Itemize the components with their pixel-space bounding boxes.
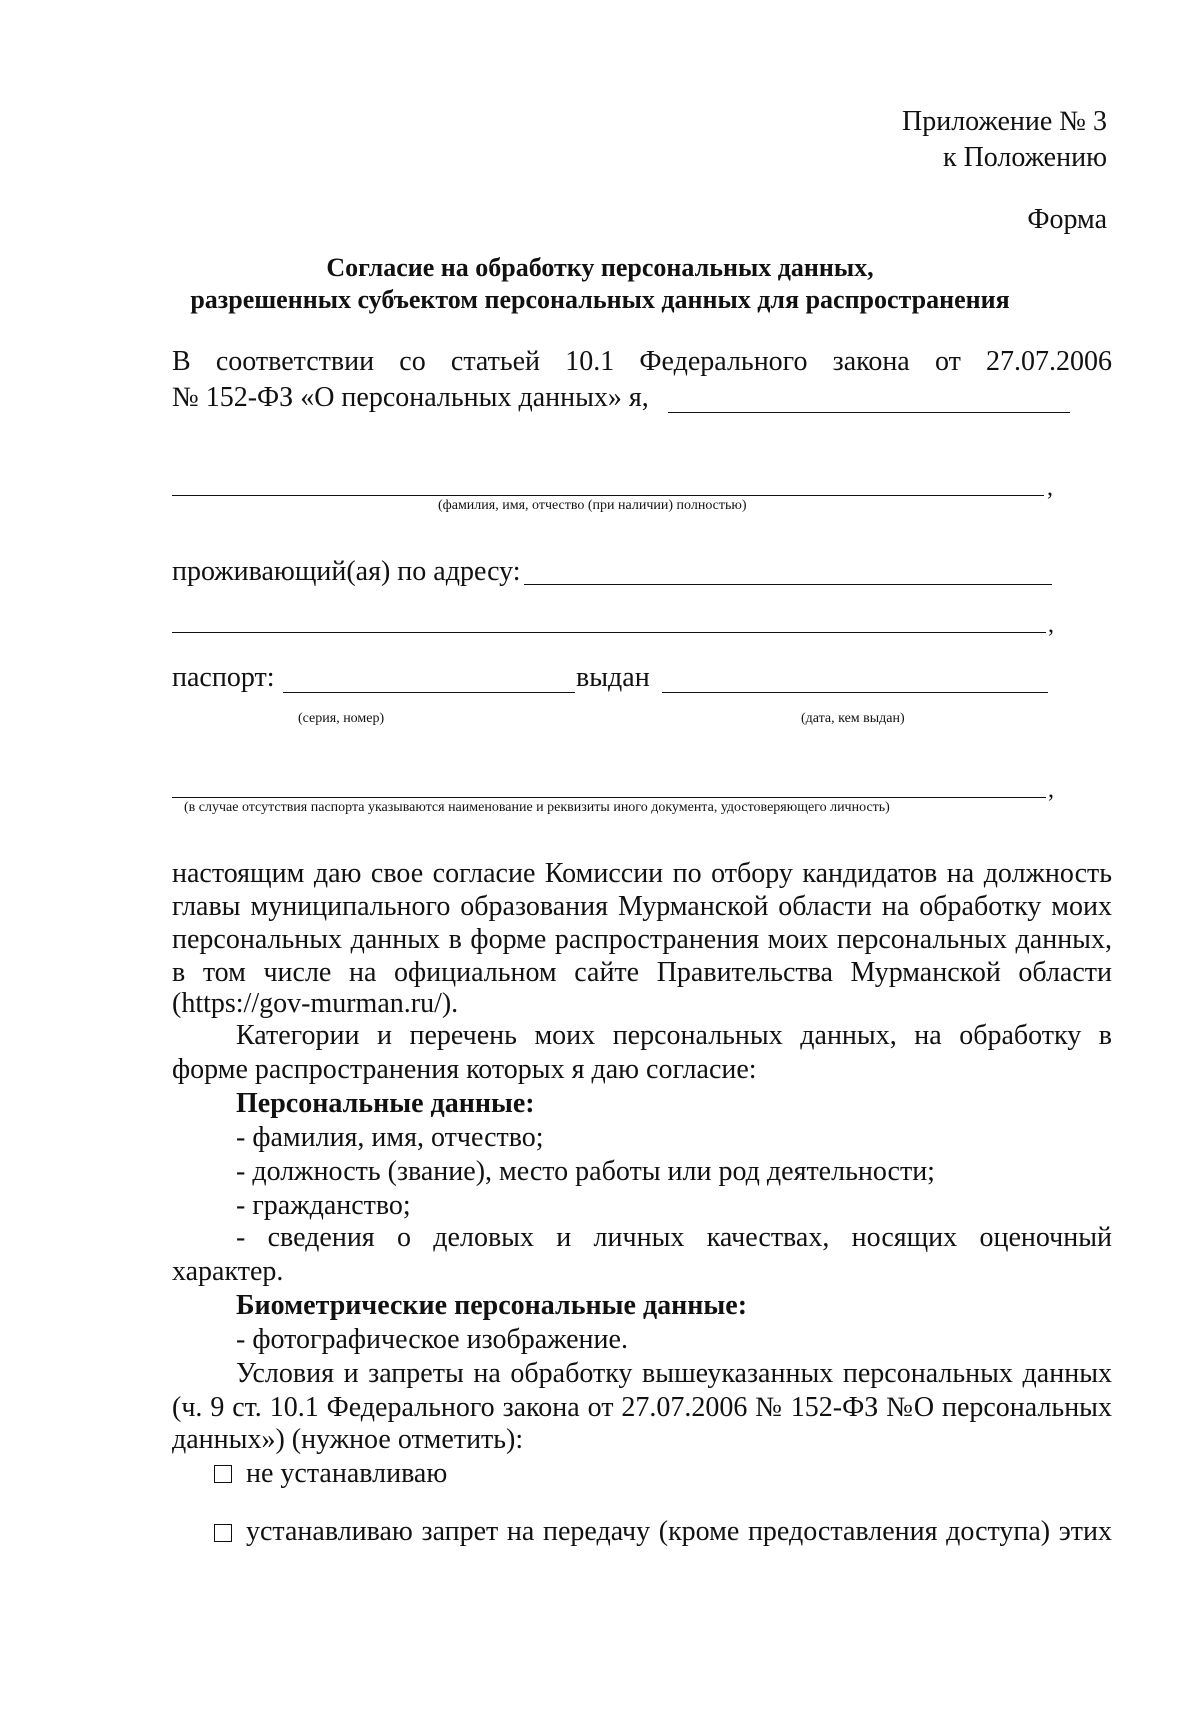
biometric-data-heading: Биометрические персональные данные: [236,1290,748,1321]
intro-word: 10.1 [565,346,615,377]
issued-label: выдан [576,662,650,693]
appendix-number: Приложение № 3 [902,106,1107,137]
intro-word: со [399,346,426,377]
categories-line1: Категории и перечень моих персональных данных, на обработку в [236,1020,1112,1051]
document-title-line1: Согласие на обработку персональных данных, [326,253,874,282]
series-caption: (серия, номер) [298,711,385,726]
conditions-line2: (ч. 9 ст. 10.1 Федерального закона от 27.07.2006 № 152-ФЗ №О персональных [172,1392,1112,1423]
intro-line1 [172,344,1112,380]
option-no-restrictions-checkbox[interactable] [214,1465,232,1483]
appendix-reference: к Положению [942,142,1107,173]
name-field-comma: , [1047,475,1053,501]
option-transfer-ban-checkbox[interactable] [214,1524,232,1542]
personal-item-qualities: - сведения о деловых и личных качествах, носящих оценочный [236,1222,1112,1253]
passport-series-field[interactable] [283,692,575,693]
consent-line-last: (https://gov-murman.ru/). [172,988,459,1019]
intro-word: статьей [450,346,541,377]
date-caption: (дата, кем выдан) [801,711,905,726]
categories-line2: форме распространения которых я даю согласие: [172,1054,757,1085]
consent-line: в том числе на официальном сайте Правительства Мурманской области [172,957,1112,988]
intro-line2: № 152-ФЗ «О персональных данных» я, [172,382,649,413]
personal-data-heading: Персональные данные: [236,1088,535,1119]
name-field-line1[interactable] [668,412,1070,413]
fio-caption: (фамилия, имя, отчество (при наличии) полностью) [438,498,747,513]
option-transfer-ban-label: устанавливаю запрет на передачу (кроме предоставления доступа) этих [246,1516,1112,1547]
other-document-caption: (в случае отсутствия паспорта указываются наименование и реквизиты иного документа, удостоверяющего личность) [184,800,890,815]
conditions-line3: данных») (нужное отметить): [172,1424,524,1455]
personal-item: - должность (звание), место работы или род деятельности; [236,1156,935,1187]
other-document-field[interactable] [172,797,1046,798]
option-no-restrictions-label: не устанавливаю [246,1458,448,1489]
intro-word: Федерального [639,346,808,377]
name-field-line2[interactable] [172,495,1044,496]
personal-item: - фамилия, имя, отчество; [236,1122,544,1153]
passport-issued-field[interactable] [662,692,1048,693]
form-label: Форма [1027,204,1107,235]
biometric-item: - фотографическое изображение. [236,1324,628,1355]
consent-line: персональных данных в форме распространения моих персональных данных, [172,924,1112,955]
document-title-line2: разрешенных субъектом персональных данных для распространения [190,285,1010,314]
consent-line: настоящим даю свое согласие Комиссии по отбору кандидатов на должность [172,858,1112,889]
other-document-comma: , [1048,777,1054,803]
conditions-line1: Условия и запреты на обработку вышеуказанных персональных данных [236,1358,1112,1389]
address-field-line1[interactable] [524,584,1052,585]
intro-word: соответствии [215,346,375,377]
address-field-line2[interactable] [172,632,1046,633]
intro-word: закона [832,346,910,377]
intro-word: от [934,346,961,377]
personal-item: - гражданство; [236,1190,411,1221]
address-field-comma: , [1048,612,1054,638]
intro-word: В [172,346,191,377]
consent-line: главы муниципального образования Мурманской области на обработку моих [172,891,1112,922]
intro-word: 27.07.2006 [986,346,1112,377]
personal-item-qualities-cont: характер. [172,1256,284,1287]
passport-label: паспорт: [172,662,275,693]
address-label: проживающий(ая) по адресу: [172,556,521,587]
